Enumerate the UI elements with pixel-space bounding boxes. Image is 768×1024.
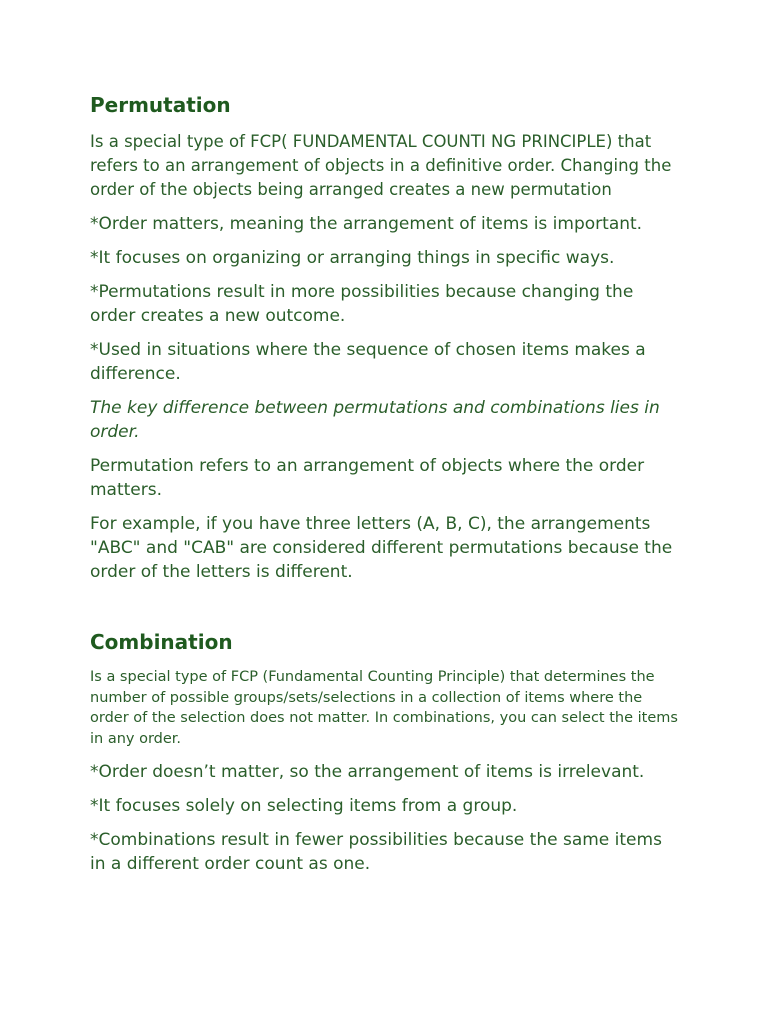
permutation-point-1: *Order matters, meaning the arrangement of items is important.	[90, 214, 643, 234]
key-difference-note: The key difference between permutations and combinations lies in order.	[90, 398, 660, 442]
combination-point-1: *Order doesn’t matter, so the arrangement of items is irrelevant.	[90, 761, 645, 782]
combination-heading: Combination	[90, 630, 233, 654]
combination-point-3: *Combinations result in fewer possibilities because the same items in a different order count as one.	[90, 829, 662, 874]
combination-point-2: *It focuses solely on selecting items from a group.	[90, 795, 518, 816]
document-page	[90, 92, 682, 876]
permutation-definition: Permutation refers to an arrangement of objects where the order matters.	[90, 456, 645, 500]
permutation-intro: Is a special type of FCP( FUNDAMENTAL COUNTI NG PRINCIPLE) that refers to an arrangement of objects in a definitive order. Changing the order of the objects being arranged creates a new permutation	[90, 132, 672, 199]
permutation-point-2: *It focuses on organizing or arranging things in specific ways.	[90, 248, 615, 268]
permutation-point-3: *Permutations result in more possibilities because changing the order creates a new outcome.	[90, 282, 634, 326]
permutation-section	[90, 92, 682, 584]
permutation-example: For example, if you have three letters (A, B, C), the arrangements "ABC" and "CAB" are considered different permutations because the order of the letters is different.	[90, 514, 673, 582]
combination-section	[90, 629, 682, 876]
combination-intro: Is a special type of FCP (Fundamental Counting Principle) that determines the number of possible groups/sets/selections in a collection of items where the order of the selection does not matter. In combinations, you can select the items in any order.	[90, 669, 678, 748]
permutation-heading: Permutation	[90, 93, 231, 117]
permutation-point-4: *Used in situations where the sequence of chosen items makes a difference.	[90, 340, 646, 384]
